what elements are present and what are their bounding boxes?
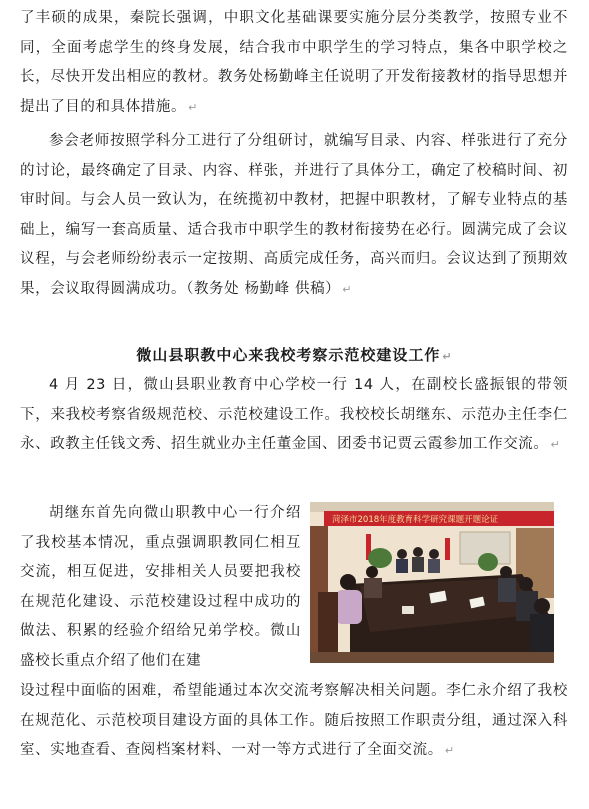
paragraph-text: 设过程中面临的困难，希望能通过本次交流考察解决相关问题。李仁永介绍了我校在规范化、示范校项目建设方面的具体工作。随后按照工作职责分组，通过深入科室、实地查看、查阅档案材料、一对一等方式进行了全面交流。 (20, 683, 568, 758)
meeting-photo-illustration (310, 502, 554, 663)
person (534, 598, 550, 614)
person (412, 557, 424, 572)
person (530, 614, 554, 654)
person (429, 549, 439, 559)
person (397, 549, 407, 559)
chair (318, 592, 338, 652)
heading-text: 微山县职教中心来我校考察示范校建设工作 (136, 346, 441, 364)
flag (445, 538, 450, 560)
paragraph-text: 4 月 23 日，微山县职业教育中心学校一行 14 人，在副校长盛振银的带领下，来我校考察省级规范校、示范校建设工作。我校校长胡继东、示范办主任李仁永、政教主任钱文秀、招生就业办主任董金国、团委书记贾云霞参加工作交流。 (20, 377, 568, 452)
paragraph-text: 了丰硕的成果，秦院长强调，中职文化基础课要实施分层分类教学，按照专业不同，全面考虑学生的终身发展，结合我市中职学生的学习特点，集各中职学校之长，尽快开发出相应的教材。教务处杨勤峰主任说明了开发衔接教材的指导思想并提出了目的和具体措施。 (20, 10, 568, 115)
person (498, 578, 516, 602)
return-mark: ↵ (342, 282, 352, 296)
return-mark: ↵ (188, 100, 198, 114)
return-mark: ↵ (550, 438, 560, 451)
person (500, 566, 512, 578)
person (428, 559, 440, 573)
banner-text: 菏泽市2018年度教育科学研究课题开题论证 (332, 515, 499, 525)
paragraph-text: 参会老师按照学科分工进行了分组研讨，就编写目录、内容、样张进行了充分的讨论，最终确定了目录、内容、样张，并进行了具体分工，确定了校稿时间、初审时间。与会人员一致认为，在统揽初中教材，把握中职教材，了解专业特点的基础上，编写一套高质量、适合我市中职学生的教材衔接势在必行。圆满完成了会议议程，与会老师纷纷表示一定按期、高质完成任务，高兴而归。会议达到了预期效果，会议取得圆满成功。（教务处 杨勤峰 供稿） (20, 133, 568, 297)
paragraph-exchange-continued (20, 677, 568, 766)
person (396, 559, 408, 573)
paragraph-text: 胡继东首先向微山职教中心一行介绍了我校基本情况，重点强调职教同仁相互交流，相互促进，安排相关人员要把我校在规范化建设、示范校建设过程中成功的做法、积累的经验介绍给兄弟学校。微山盛校长重点介绍了他们在建 (20, 505, 301, 669)
return-mark: ↵ (442, 350, 452, 363)
ceiling (310, 502, 554, 512)
return-mark: ↵ (444, 744, 455, 757)
person (340, 574, 356, 590)
plant (368, 548, 392, 568)
article-heading (20, 341, 568, 371)
person (336, 590, 362, 624)
person (413, 547, 423, 557)
person (364, 578, 382, 598)
paragraph-meeting-results (20, 4, 568, 122)
paragraph-group-discussion (20, 127, 568, 304)
floor (310, 652, 554, 663)
person (519, 577, 533, 591)
plant (478, 553, 498, 571)
paragraph-visit-intro (20, 371, 568, 460)
meeting-photo (310, 502, 554, 663)
person (366, 566, 378, 578)
paper (402, 606, 414, 614)
paragraph-exchange-left (20, 499, 301, 676)
